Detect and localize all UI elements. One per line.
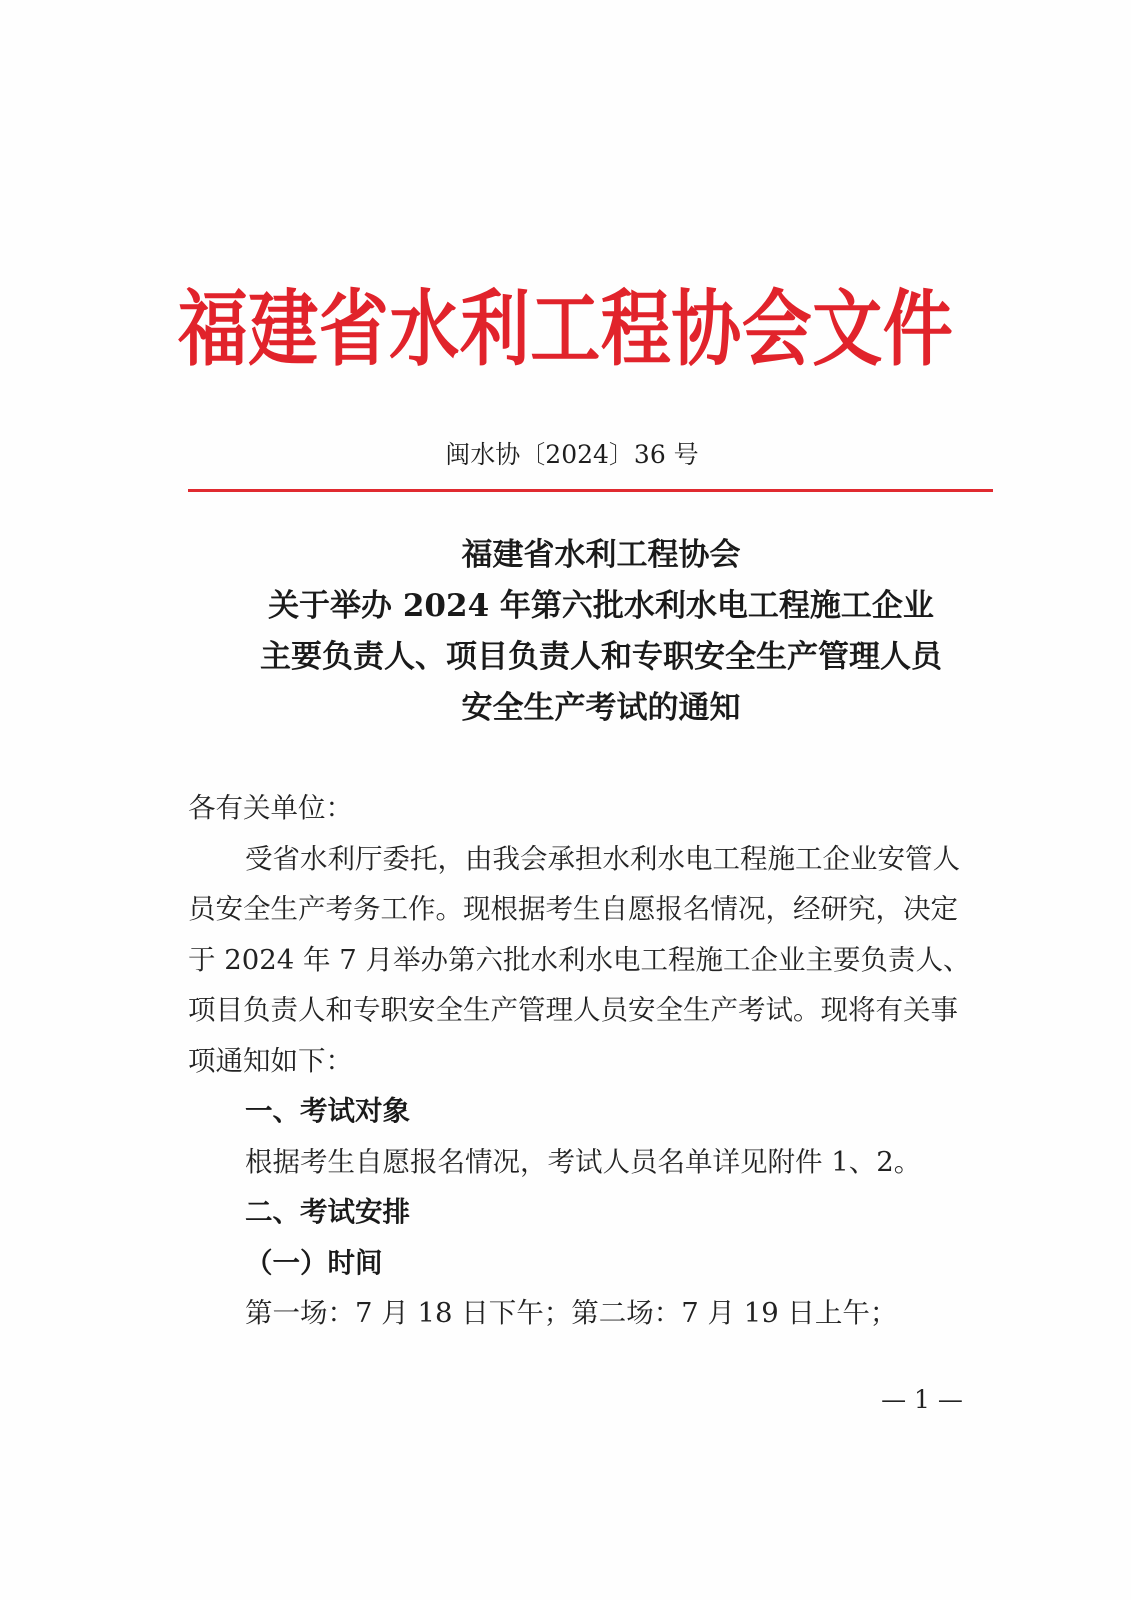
- document-number: 闽水协〔2024〕36 号: [445, 440, 699, 469]
- salutation: 各有关单位：: [188, 792, 353, 824]
- intro-line: 员安全生产考务工作。现根据考生自愿报名情况，经研究，决定: [188, 893, 958, 925]
- section-heading-exam-arrangement: 二、考试安排: [245, 1196, 410, 1228]
- notice-title-line: 福建省水利工程协会: [461, 537, 741, 573]
- notice-title-line: 安全生产考试的通知: [461, 690, 741, 726]
- notice-title: [200, 530, 1002, 734]
- subsection-heading-time: （一）时间: [245, 1246, 383, 1279]
- intro-line: 于 2024 年 7 月举办第六批水利水电工程施工企业主要负责人、: [188, 943, 971, 976]
- intro-line: 项目负责人和专职安全生产管理人员安全生产考试。现将有关事: [188, 994, 958, 1026]
- red-divider-line: [188, 489, 993, 492]
- notice-title-line: 主要负责人、项目负责人和专职安全生产管理人员: [260, 639, 942, 675]
- page-number: — 1 —: [881, 1385, 963, 1414]
- section-heading-exam-target: 一、考试对象: [245, 1095, 410, 1127]
- section-text-exam-target: 根据考生自愿报名情况，考试人员名单详见附件 1、2。: [245, 1145, 922, 1178]
- intro-line: 受省水利厅委托，由我会承担水利水电工程施工企业安管人: [245, 842, 960, 875]
- org-header-title: 福建省水利工程协会文件: [177, 279, 954, 378]
- section-text-exam-time: 第一场：7 月 18 日下午；第二场：7 月 19 日上午；: [245, 1297, 898, 1329]
- notice-body: [188, 783, 988, 1339]
- notice-title-line: 关于举办 2024 年第六批水利水电工程施工企业: [268, 588, 934, 624]
- intro-line: 项通知如下：: [188, 1044, 353, 1077]
